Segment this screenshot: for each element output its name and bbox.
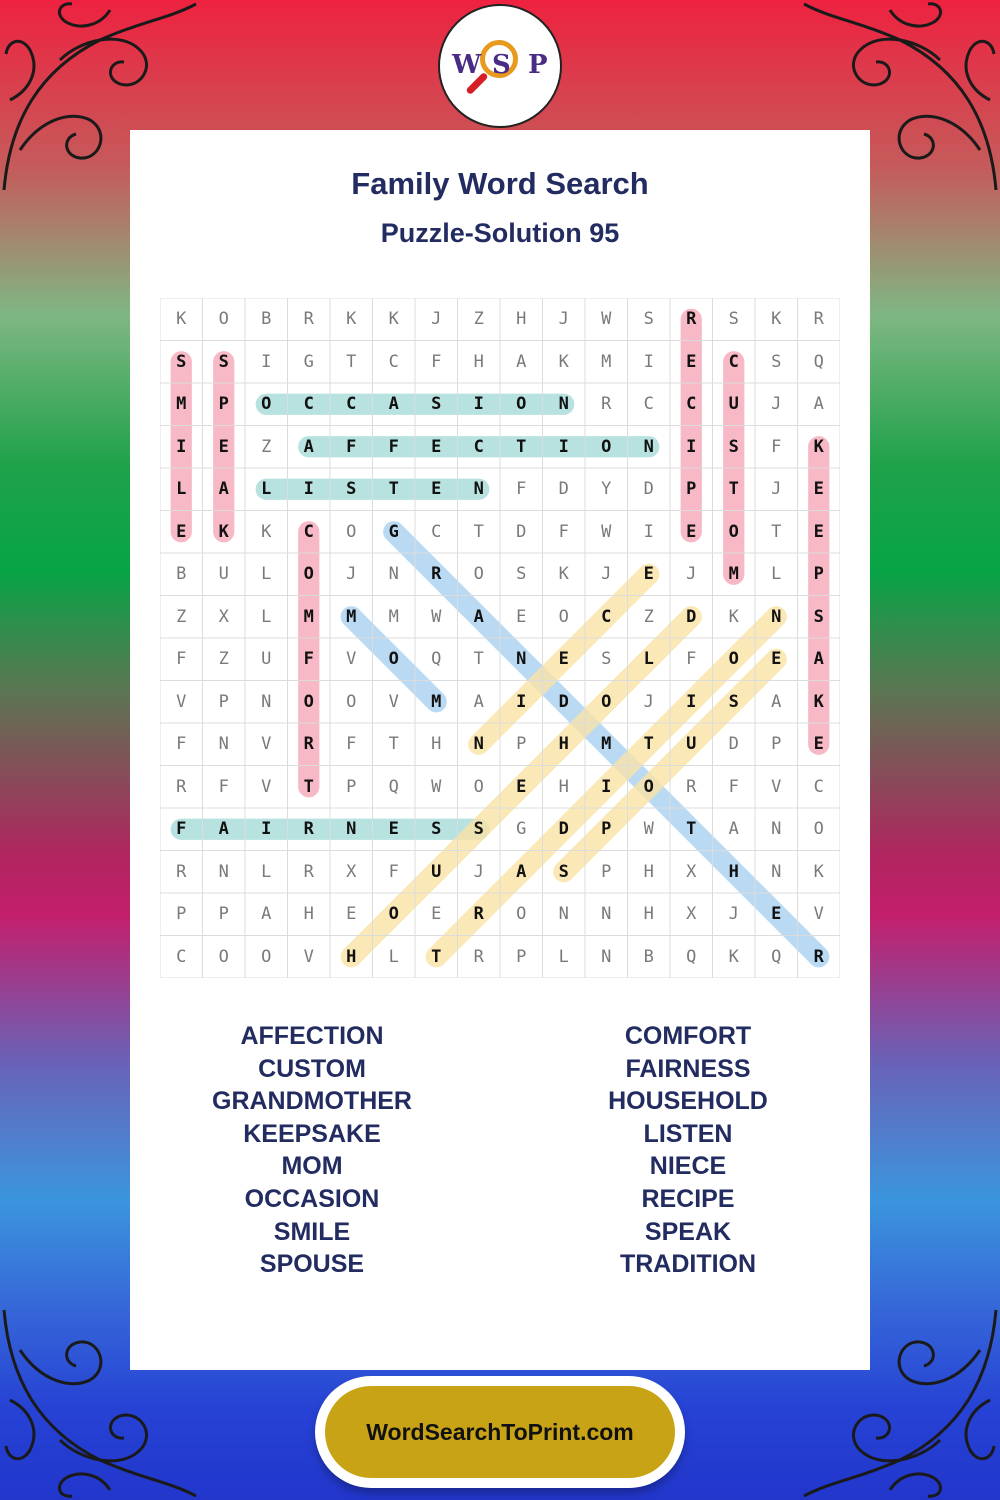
grid-cell[interactable]: K bbox=[771, 309, 782, 330]
grid-cell[interactable]: U bbox=[728, 394, 739, 415]
grid-cell[interactable]: F bbox=[303, 649, 314, 670]
word-list-item: FAIRNESS bbox=[625, 1054, 751, 1083]
grid-cell[interactable]: Q bbox=[686, 946, 697, 967]
grid-cell[interactable]: M bbox=[176, 394, 187, 415]
grid-cell[interactable]: K bbox=[728, 946, 739, 967]
grid-cell[interactable]: A bbox=[261, 904, 272, 925]
grid-cell[interactable]: O bbox=[473, 564, 484, 585]
grid-cell[interactable]: I bbox=[303, 479, 314, 500]
grid-cell[interactable]: J bbox=[346, 564, 357, 585]
grid-cell[interactable]: N bbox=[473, 479, 484, 500]
grid-cell[interactable]: B bbox=[643, 946, 654, 967]
grid-cell[interactable]: H bbox=[643, 904, 654, 925]
grid-cell[interactable]: C bbox=[813, 776, 824, 797]
grid-cell[interactable]: D bbox=[558, 819, 569, 840]
grid-cell[interactable]: O bbox=[813, 819, 824, 840]
grid-cell[interactable]: J bbox=[431, 309, 442, 330]
grid-cell[interactable]: T bbox=[303, 776, 314, 797]
grid-cell[interactable]: R bbox=[176, 861, 187, 882]
grid-cell[interactable]: F bbox=[558, 521, 569, 542]
grid-cell[interactable]: P bbox=[601, 819, 612, 840]
grid-cell[interactable]: O bbox=[643, 776, 654, 797]
grid-cell[interactable]: H bbox=[728, 861, 739, 882]
grid-cell[interactable]: O bbox=[261, 394, 272, 415]
website-link-button[interactable]: WordSearchToPrint.com bbox=[325, 1386, 675, 1478]
grid-cell[interactable]: Y bbox=[601, 479, 612, 500]
grid-cell[interactable]: C bbox=[473, 436, 484, 457]
grid-cell[interactable]: A bbox=[218, 479, 229, 500]
grid-cell[interactable]: O bbox=[303, 564, 314, 585]
grid-cell[interactable]: B bbox=[176, 564, 187, 585]
grid-cell[interactable]: A bbox=[473, 691, 484, 712]
grid-cell[interactable]: P bbox=[176, 904, 187, 925]
grid-cell[interactable]: F bbox=[771, 436, 782, 457]
grid-cell[interactable]: E bbox=[516, 606, 527, 627]
grid-cell[interactable]: O bbox=[261, 946, 272, 967]
grid-cell[interactable]: S bbox=[473, 819, 484, 840]
grid-cell[interactable]: K bbox=[813, 436, 824, 457]
grid-cell[interactable]: E bbox=[431, 436, 442, 457]
grid-cell[interactable]: K bbox=[176, 309, 187, 330]
grid-cell[interactable]: M bbox=[728, 564, 739, 585]
grid-cell[interactable]: C bbox=[346, 394, 357, 415]
grid-cell[interactable]: L bbox=[261, 606, 272, 627]
grid-cell[interactable]: D bbox=[643, 479, 654, 500]
logo-letter-p: P bbox=[528, 50, 548, 80]
grid-cell[interactable]: H bbox=[558, 734, 569, 755]
grid-cell[interactable]: I bbox=[261, 819, 272, 840]
grid-cell[interactable]: H bbox=[558, 776, 569, 797]
grid-cell[interactable]: V bbox=[261, 734, 272, 755]
grid-cell[interactable]: E bbox=[813, 479, 824, 500]
grid-cell[interactable]: I bbox=[516, 691, 527, 712]
grid-cell[interactable]: S bbox=[431, 819, 442, 840]
grid-cell[interactable]: R bbox=[303, 734, 314, 755]
grid-cell[interactable]: X bbox=[686, 861, 697, 882]
grid-cell[interactable]: O bbox=[388, 904, 399, 925]
grid-cell[interactable]: P bbox=[516, 734, 527, 755]
grid-cell[interactable]: S bbox=[728, 436, 739, 457]
grid-cell[interactable]: R bbox=[813, 946, 824, 967]
grid-cell[interactable]: F bbox=[176, 734, 187, 755]
grid-cell[interactable]: L bbox=[261, 564, 272, 585]
grid-cell[interactable]: S bbox=[346, 479, 357, 500]
grid-cell[interactable]: O bbox=[728, 521, 739, 542]
grid-cell[interactable]: D bbox=[728, 734, 739, 755]
grid-cell[interactable]: O bbox=[516, 394, 527, 415]
grid-cell[interactable]: J bbox=[643, 691, 654, 712]
grid-cell[interactable]: H bbox=[431, 734, 442, 755]
grid-cell[interactable]: C bbox=[176, 946, 187, 967]
word-list-item: TRADITION bbox=[619, 1250, 757, 1279]
page-title: Family Word Search bbox=[351, 166, 649, 201]
grid-cell[interactable]: L bbox=[558, 946, 569, 967]
grid-cell[interactable]: F bbox=[218, 776, 229, 797]
grid-cell[interactable]: O bbox=[346, 691, 357, 712]
grid-cell[interactable]: K bbox=[728, 606, 739, 627]
grid-cell[interactable]: E bbox=[686, 351, 697, 372]
grid-cell[interactable]: R bbox=[686, 776, 697, 797]
grid-cell[interactable]: C bbox=[728, 351, 739, 372]
grid-cell[interactable]: A bbox=[388, 394, 399, 415]
grid-cell[interactable]: O bbox=[218, 946, 229, 967]
grid-cell[interactable]: T bbox=[728, 479, 739, 500]
grid-cell[interactable]: J bbox=[728, 904, 739, 925]
grid-cell[interactable]: M bbox=[601, 351, 612, 372]
grid-cell[interactable]: O bbox=[601, 691, 612, 712]
grid-cell[interactable]: J bbox=[771, 479, 782, 500]
grid-cell[interactable]: E bbox=[813, 734, 824, 755]
grid-cell[interactable]: T bbox=[388, 734, 399, 755]
grid-cell[interactable]: N bbox=[473, 734, 484, 755]
grid-cell[interactable]: U bbox=[218, 564, 229, 585]
grid-cell[interactable]: P bbox=[218, 691, 229, 712]
grid-cell[interactable]: U bbox=[686, 734, 697, 755]
word-list-item: OCCASION bbox=[244, 1184, 380, 1213]
grid-cell[interactable]: K bbox=[388, 309, 399, 330]
grid-cell[interactable]: N bbox=[643, 436, 654, 457]
grid-cell[interactable]: I bbox=[686, 436, 697, 457]
grid-cell[interactable]: H bbox=[643, 861, 654, 882]
grid-cell[interactable]: P bbox=[218, 394, 229, 415]
grid-cell[interactable]: N bbox=[261, 691, 272, 712]
grid-cell[interactable]: E bbox=[218, 436, 229, 457]
grid-cell[interactable]: E bbox=[516, 776, 527, 797]
grid-cell[interactable]: R bbox=[303, 309, 314, 330]
grid-cell[interactable]: D bbox=[558, 479, 569, 500]
grid-cell[interactable]: S bbox=[516, 564, 527, 585]
grid-cell[interactable]: T bbox=[771, 521, 782, 542]
grid-cell[interactable]: T bbox=[473, 649, 484, 670]
grid-cell[interactable]: N bbox=[771, 861, 782, 882]
grid-cell[interactable]: R bbox=[303, 861, 314, 882]
letter-grid bbox=[160, 298, 840, 978]
grid-cell[interactable]: S bbox=[558, 861, 569, 882]
grid-cell[interactable]: G bbox=[303, 351, 314, 372]
grid-cell[interactable]: A bbox=[473, 606, 484, 627]
grid-cell[interactable]: X bbox=[686, 904, 697, 925]
grid-cell[interactable]: A bbox=[728, 819, 739, 840]
grid-cell[interactable]: P bbox=[218, 904, 229, 925]
grid-cell[interactable]: H bbox=[303, 904, 314, 925]
grid-cell[interactable]: U bbox=[431, 861, 442, 882]
grid-cell[interactable]: V bbox=[346, 649, 357, 670]
grid-cell[interactable]: E bbox=[771, 649, 782, 670]
grid-cell[interactable]: I bbox=[643, 521, 654, 542]
grid-cell[interactable]: E bbox=[388, 819, 399, 840]
grid-cell[interactable]: R bbox=[176, 776, 187, 797]
grid-cell[interactable]: R bbox=[303, 819, 314, 840]
grid-cell[interactable]: C bbox=[303, 521, 314, 542]
grid-cell[interactable]: F bbox=[728, 776, 739, 797]
grid-cell[interactable]: N bbox=[771, 819, 782, 840]
page-subtitle: Puzzle-Solution 95 bbox=[380, 218, 620, 248]
grid-cell[interactable]: P bbox=[601, 861, 612, 882]
grid-cell[interactable]: L bbox=[771, 564, 782, 585]
grid-cell[interactable]: V bbox=[261, 776, 272, 797]
grid-cell[interactable]: F bbox=[388, 436, 399, 457]
word-list-left bbox=[162, 1020, 462, 1281]
word-list-item: SPEAK bbox=[644, 1217, 732, 1246]
grid-cell[interactable]: T bbox=[686, 819, 697, 840]
grid-cell[interactable]: Q bbox=[431, 649, 442, 670]
grid-cell[interactable]: S bbox=[728, 309, 739, 330]
grid-cell[interactable]: V bbox=[388, 691, 399, 712]
grid-cell[interactable]: I bbox=[601, 776, 612, 797]
word-list-item: MOM bbox=[281, 1152, 343, 1181]
grid-cell[interactable]: J bbox=[601, 564, 612, 585]
grid-cell[interactable]: D bbox=[558, 691, 569, 712]
grid-cell[interactable]: L bbox=[388, 946, 399, 967]
grid-cell[interactable]: J bbox=[771, 394, 782, 415]
grid-cell[interactable]: V bbox=[771, 776, 782, 797]
grid-cell[interactable]: S bbox=[771, 351, 782, 372]
grid-cell[interactable]: K bbox=[261, 521, 272, 542]
grid-cell[interactable]: N bbox=[601, 946, 612, 967]
word-list-item: CUSTOM bbox=[258, 1054, 366, 1083]
grid-cell[interactable]: T bbox=[346, 351, 357, 372]
logo-letter-s: S bbox=[492, 50, 511, 80]
grid-cell[interactable]: V bbox=[813, 904, 824, 925]
grid-cell[interactable]: F bbox=[176, 649, 187, 670]
grid-cell[interactable]: P bbox=[346, 776, 357, 797]
grid-cell[interactable]: F bbox=[686, 649, 697, 670]
grid-cell[interactable]: O bbox=[516, 904, 527, 925]
grid-cell[interactable]: W bbox=[601, 309, 612, 330]
grid-cell[interactable]: C bbox=[643, 394, 654, 415]
grid-cell[interactable]: M bbox=[346, 606, 357, 627]
grid-cell[interactable]: W bbox=[643, 819, 654, 840]
grid-cell[interactable]: Z bbox=[218, 649, 229, 670]
grid-cell[interactable]: W bbox=[431, 606, 442, 627]
grid-cell[interactable]: P bbox=[686, 479, 697, 500]
grid-cell[interactable]: A bbox=[813, 649, 824, 670]
grid-cell[interactable]: J bbox=[473, 861, 484, 882]
grid-cell[interactable]: R bbox=[686, 309, 697, 330]
grid-cell[interactable]: Z bbox=[643, 606, 654, 627]
grid-cell[interactable]: S bbox=[728, 691, 739, 712]
grid-cell[interactable]: Z bbox=[261, 436, 272, 457]
grid-cell[interactable]: T bbox=[431, 946, 442, 967]
grid-cell[interactable]: D bbox=[516, 521, 527, 542]
grid-cell[interactable]: A bbox=[813, 394, 824, 415]
grid-cell[interactable]: P bbox=[771, 734, 782, 755]
grid-cell[interactable]: S bbox=[218, 351, 229, 372]
grid-cell[interactable]: K bbox=[558, 351, 569, 372]
grid-cell[interactable]: C bbox=[686, 394, 697, 415]
grid-cell[interactable]: M bbox=[601, 734, 612, 755]
grid-cell[interactable]: S bbox=[643, 309, 654, 330]
grid-cell[interactable]: R bbox=[601, 394, 612, 415]
grid-cell[interactable]: S bbox=[431, 394, 442, 415]
grid-cell[interactable]: F bbox=[516, 479, 527, 500]
grid-cell[interactable]: A bbox=[303, 436, 314, 457]
grid-cell[interactable]: M bbox=[303, 606, 314, 627]
grid-cell[interactable]: Q bbox=[813, 351, 824, 372]
grid-cell[interactable]: N bbox=[218, 861, 229, 882]
grid-cell[interactable]: Z bbox=[176, 606, 187, 627]
grid-cell[interactable]: W bbox=[601, 521, 612, 542]
grid-cell[interactable]: M bbox=[431, 691, 442, 712]
word-list-item: LISTEN bbox=[643, 1119, 733, 1148]
grid-cell[interactable]: N bbox=[601, 904, 612, 925]
grid-cell[interactable]: I bbox=[643, 351, 654, 372]
grid-cell[interactable]: A bbox=[516, 351, 527, 372]
grid-cell[interactable]: J bbox=[686, 564, 697, 585]
grid-cell[interactable]: F bbox=[346, 436, 357, 457]
grid-cell[interactable]: K bbox=[813, 691, 824, 712]
grid-cell[interactable]: M bbox=[388, 606, 399, 627]
grid-cell[interactable]: S bbox=[601, 649, 612, 670]
grid-cell[interactable]: X bbox=[218, 606, 229, 627]
word-search-grid bbox=[160, 298, 840, 978]
word-list-item: SMILE bbox=[273, 1217, 351, 1246]
grid-cell[interactable]: O bbox=[388, 649, 399, 670]
grid-cell[interactable]: A bbox=[771, 691, 782, 712]
grid-cell[interactable]: O bbox=[558, 606, 569, 627]
grid-cell[interactable]: I bbox=[686, 691, 697, 712]
grid-cell[interactable]: R bbox=[813, 309, 824, 330]
grid-cell[interactable]: S bbox=[176, 351, 187, 372]
grid-cell[interactable]: V bbox=[176, 691, 187, 712]
grid-cell[interactable]: F bbox=[388, 861, 399, 882]
grid-cell[interactable]: D bbox=[686, 606, 697, 627]
grid-cell[interactable]: N bbox=[771, 606, 782, 627]
grid-cell[interactable]: L bbox=[176, 479, 187, 500]
grid-cell[interactable]: O bbox=[303, 691, 314, 712]
grid-cell[interactable]: G bbox=[516, 819, 527, 840]
grid-cell[interactable]: O bbox=[473, 776, 484, 797]
grid-cell[interactable]: I bbox=[558, 436, 569, 457]
grid-cell[interactable]: Z bbox=[473, 309, 484, 330]
grid-cell[interactable]: K bbox=[813, 861, 824, 882]
word-list-item: RECIPE bbox=[641, 1184, 735, 1213]
grid-cell[interactable]: H bbox=[346, 946, 357, 967]
word-list-item: GRANDMOTHER bbox=[212, 1087, 412, 1116]
grid-cell[interactable]: R bbox=[431, 564, 442, 585]
grid-cell[interactable]: C bbox=[601, 606, 612, 627]
grid-cell[interactable]: I bbox=[176, 436, 187, 457]
grid-cell[interactable]: T bbox=[473, 521, 484, 542]
grid-cell[interactable]: K bbox=[346, 309, 357, 330]
grid-cell[interactable]: N bbox=[346, 819, 357, 840]
grid-cell[interactable]: T bbox=[388, 479, 399, 500]
grid-cell[interactable]: A bbox=[516, 861, 527, 882]
grid-cell[interactable]: O bbox=[728, 649, 739, 670]
grid-cell[interactable]: O bbox=[346, 521, 357, 542]
grid-cell[interactable]: N bbox=[558, 904, 569, 925]
grid-cell[interactable]: O bbox=[601, 436, 612, 457]
grid-cell[interactable]: G bbox=[388, 521, 399, 542]
grid-cell[interactable]: C bbox=[388, 351, 399, 372]
grid-cell[interactable]: E bbox=[771, 904, 782, 925]
word-list-item: KEEPSAKE bbox=[243, 1119, 381, 1148]
word-list-item: SPOUSE bbox=[259, 1250, 365, 1279]
grid-cell[interactable]: F bbox=[176, 819, 187, 840]
grid-cell[interactable]: C bbox=[303, 394, 314, 415]
grid-cell[interactable]: K bbox=[218, 521, 229, 542]
word-list-item: HOUSEHOLD bbox=[608, 1087, 768, 1116]
grid-cell[interactable]: T bbox=[516, 436, 527, 457]
grid-cell[interactable]: I bbox=[261, 351, 272, 372]
grid-cell[interactable]: R bbox=[473, 946, 484, 967]
word-list-right bbox=[538, 1020, 838, 1281]
grid-cell[interactable]: X bbox=[346, 861, 357, 882]
grid-cell[interactable]: N bbox=[558, 394, 569, 415]
word-list-item: AFFECTION bbox=[240, 1022, 384, 1050]
grid-cell[interactable]: V bbox=[303, 946, 314, 967]
grid-cell[interactable]: F bbox=[431, 351, 442, 372]
grid-cell[interactable]: E bbox=[558, 649, 569, 670]
grid-cell[interactable]: C bbox=[431, 521, 442, 542]
grid-cell[interactable]: Q bbox=[388, 776, 399, 797]
grid-cell[interactable]: U bbox=[261, 649, 272, 670]
grid-cell[interactable]: H bbox=[473, 351, 484, 372]
grid-cell[interactable]: L bbox=[261, 479, 272, 500]
grid-cell[interactable]: P bbox=[813, 564, 824, 585]
grid-cell[interactable]: T bbox=[643, 734, 654, 755]
grid-cell[interactable]: P bbox=[516, 946, 527, 967]
grid-cell[interactable]: E bbox=[643, 564, 654, 585]
grid-cell[interactable]: L bbox=[643, 649, 654, 670]
grid-cell[interactable]: Q bbox=[771, 946, 782, 967]
grid-cell[interactable]: W bbox=[431, 776, 442, 797]
grid-cell[interactable]: F bbox=[346, 734, 357, 755]
wsp-logo bbox=[438, 4, 562, 128]
grid-cell[interactable]: E bbox=[813, 521, 824, 542]
grid-cell[interactable]: A bbox=[218, 819, 229, 840]
logo-letter-w: W bbox=[452, 50, 482, 80]
grid-cell[interactable]: B bbox=[261, 309, 272, 330]
word-list-item: NIECE bbox=[649, 1152, 727, 1181]
grid-cell[interactable]: K bbox=[558, 564, 569, 585]
grid-cell[interactable]: J bbox=[558, 309, 569, 330]
grid-cell[interactable]: S bbox=[813, 606, 824, 627]
grid-cell[interactable]: E bbox=[431, 904, 442, 925]
grid-cell[interactable]: H bbox=[516, 309, 527, 330]
grid-cell[interactable]: E bbox=[346, 904, 357, 925]
word-list-item: COMFORT bbox=[624, 1022, 752, 1050]
grid-cell[interactable]: E bbox=[431, 479, 442, 500]
grid-cell[interactable]: R bbox=[473, 904, 484, 925]
grid-cell[interactable]: L bbox=[261, 861, 272, 882]
grid-cell[interactable]: O bbox=[218, 309, 229, 330]
grid-cell[interactable]: N bbox=[388, 564, 399, 585]
grid-cell[interactable]: E bbox=[176, 521, 187, 542]
grid-cell[interactable]: N bbox=[218, 734, 229, 755]
grid-cell[interactable]: I bbox=[473, 394, 484, 415]
grid-cell[interactable]: N bbox=[516, 649, 527, 670]
grid-cell[interactable]: E bbox=[686, 521, 697, 542]
